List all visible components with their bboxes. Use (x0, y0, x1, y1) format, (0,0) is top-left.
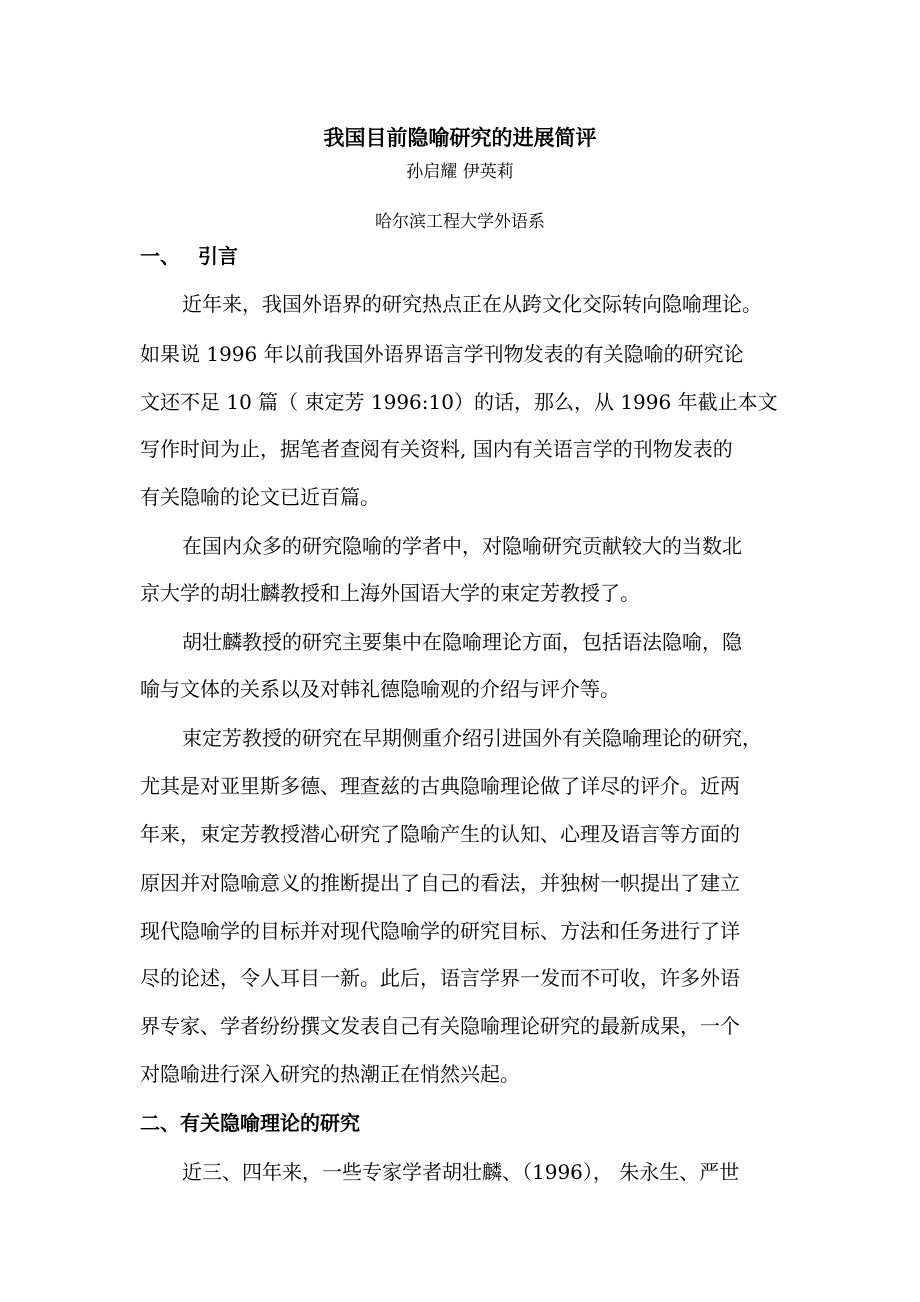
paragraph-line: 喻与文体的关系以及对韩礼德隐喻观的介绍与评介等。 (140, 677, 620, 701)
document-title: 我国目前隐喻研究的进展简评 (323, 125, 597, 150)
paragraph-line: 文还不足 10 篇（ 束定芳 1996:10）的话，那么，从 1996 年截止本文 (140, 390, 778, 414)
paragraph-line: 现代隐喻学的目标并对现代隐喻学的研究目标、方法和任务进行了详 (140, 919, 740, 943)
section-heading-metaphor-theory: 二、有关隐喻理论的研究 (140, 1111, 360, 1135)
paragraph-line: 原因并对隐喻意义的推断提出了自己的看法，并独树一帜提出了建立 (140, 871, 740, 895)
paragraph-line: 京大学的胡壮麟教授和上海外国语大学的束定芳教授了。 (140, 581, 640, 605)
authors: 孙启耀 伊英莉 (406, 162, 514, 182)
section-number: 一、 (140, 244, 180, 268)
paragraph-line: 年来，束定芳教授潜心研究了隐喻产生的认知、心理及语言等方面的 (140, 822, 740, 846)
section-heading-introduction (140, 241, 238, 271)
paragraph-line: 写作时间为止，据笔者查阅有关资料, 国内有关语言学的刊物发表的 (140, 437, 733, 461)
paragraph-line: 对隐喻进行深入研究的热潮正在悄然兴起。 (140, 1062, 520, 1086)
paragraph-line: 近年来，我国外语界的研究热点正在从跨文化交际转向隐喻理论。 (182, 292, 762, 316)
paragraph-line: 近三、四年来，一些专家学者胡壮麟、（1996）， 朱永生、严世 (182, 1160, 740, 1184)
paragraph-line: 尽的论述，令人耳目一新。此后，语言学界一发而不可收，许多外语 (140, 966, 740, 990)
paragraph-line: 在国内众多的研究隐喻的学者中，对隐喻研究贡献较大的当数北 (182, 534, 742, 558)
paragraph-line: 有关隐喻的论文已近百篇。 (140, 485, 380, 509)
section-title: 引言 (198, 244, 238, 268)
affiliation: 哈尔滨工程大学外语系 (375, 212, 545, 232)
paragraph-line: 胡壮麟教授的研究主要集中在隐喻理论方面，包括语法隐喻，隐 (182, 630, 742, 654)
paragraph-line: 如果说 1996 年以前我国外语界语言学刊物发表的有关隐喻的研究论 (140, 342, 744, 366)
paragraph-line: 束定芳教授的研究在早期侧重介绍引进国外有关隐喻理论的研究， (182, 726, 762, 750)
paragraph-line: 尤其是对亚里斯多德、理查兹的古典隐喻理论做了详尽的评介。近两 (140, 774, 740, 798)
paragraph-line: 界专家、学者纷纷撰文发表自己有关隐喻理论研究的最新成果，一个 (140, 1014, 740, 1038)
